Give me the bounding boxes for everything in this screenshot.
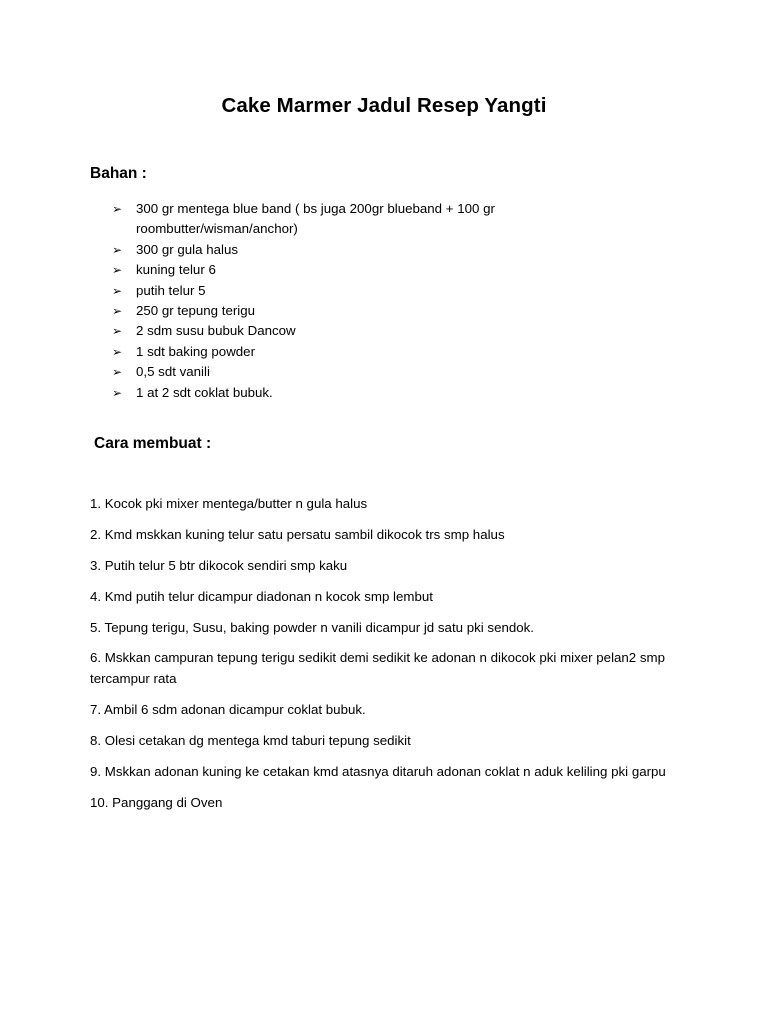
ingredient-item [112, 321, 672, 341]
ingredient-text: kuning telur 6 [136, 262, 216, 278]
arrow-bullet-icon: ➢ [112, 324, 123, 339]
ingredient-text: 1 at 2 sdt coklat bubuk. [136, 384, 273, 400]
ingredient-text: 2 sdm susu bubuk Dancow [136, 323, 296, 339]
ingredients-list [112, 199, 672, 403]
ingredient-text: putih telur 5 [136, 282, 206, 298]
step-item: 9. Mskkan adonan kuning ke cetakan kmd atasnya ditaruh adonan coklat n aduk keliling pki garpu [90, 763, 666, 779]
step-item: 4. Kmd putih telur dicampur diadonan n kocok smp lembut [90, 588, 433, 604]
arrow-bullet-icon: ➢ [112, 344, 123, 359]
bahan-heading: Bahan : [90, 165, 147, 182]
step-item: 1. Kocok pki mixer mentega/butter n gula halus [90, 496, 368, 511]
ingredient-item [112, 240, 672, 260]
ingredient-text: 1 sdt baking powder [136, 343, 256, 359]
arrow-bullet-icon: ➢ [112, 263, 123, 278]
cara-membuat-heading: Cara membuat : [94, 435, 212, 452]
step-item: 8. Olesi cetakan dg mentega kmd taburi tepung sedikit [90, 732, 411, 748]
ingredient-item [112, 281, 672, 301]
ingredient-item [112, 342, 672, 362]
step-item: 5. Tepung terigu, Susu, baking powder n vanili dicampur jd satu pki sendok. [90, 619, 534, 635]
ingredient-item [112, 260, 672, 280]
arrow-bullet-icon: ➢ [112, 283, 123, 298]
step-item: 3. Putih telur 5 btr dikocok sendiri smp kaku [90, 557, 348, 573]
ingredient-item [112, 362, 672, 382]
step-item: 10. Panggang di Oven [90, 794, 223, 810]
arrow-bullet-icon: ➢ [112, 242, 123, 257]
ingredient-item [112, 383, 672, 403]
step-item: 7. Ambil 6 sdm adonan dicampur coklat bubuk. [90, 701, 366, 717]
ingredient-item [112, 199, 672, 240]
arrow-bullet-icon: ➢ [112, 202, 123, 216]
step-item: 2. Kmd mskkan kuning telur satu persatu sambil dikocok trs smp halus [90, 526, 505, 542]
steps-list [90, 494, 680, 824]
ingredient-item [112, 301, 672, 321]
step-item: 6. Mskkan campuran tepung terigu sedikit demi sedikit ke adonan n dikocok pki mixer pelan2 smp tercampur rata [90, 650, 666, 687]
ingredient-text: 250 gr tepung terigu [136, 303, 256, 319]
ingredient-text: 0,5 sdt vanili [136, 364, 210, 380]
arrow-bullet-icon: ➢ [112, 304, 123, 319]
document-title: Cake Marmer Jadul Resep Yangti [221, 94, 547, 117]
ingredient-text: 300 gr gula halus [136, 241, 239, 257]
arrow-bullet-icon: ➢ [112, 385, 123, 400]
arrow-bullet-icon: ➢ [112, 365, 123, 380]
ingredient-text: 300 gr mentega blue band ( bs juga 200gr blueband + 100 gr roombutter/wisman/anchor) [136, 201, 495, 237]
